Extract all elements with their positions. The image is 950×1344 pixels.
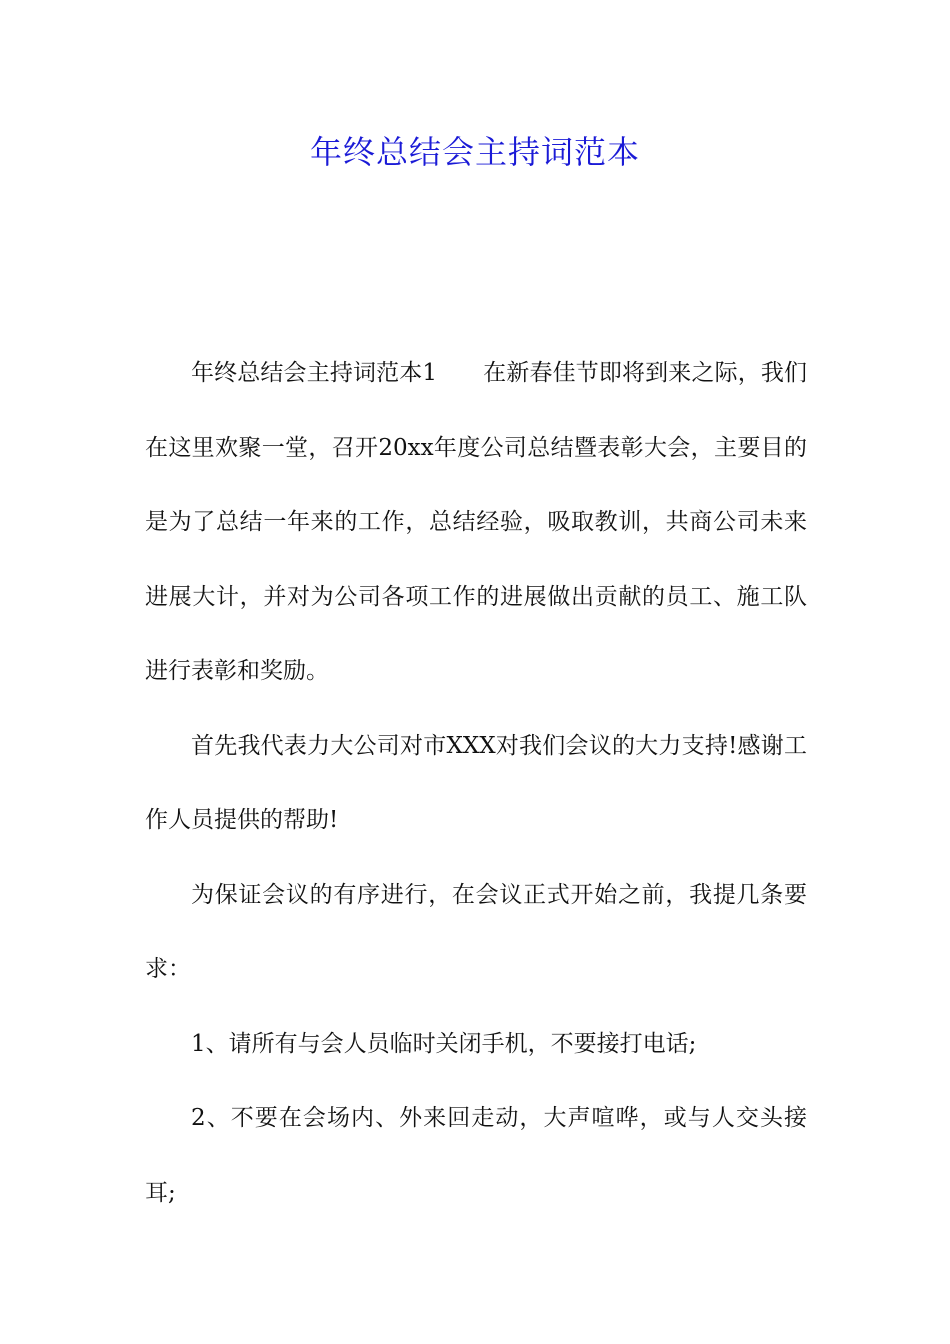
paragraph-3: 为保证会议的有序进行，在会议正式开始之前，我提几条要求： (145, 881, 807, 982)
list-item-2: 2、不要在会场内、外来回走动，大声喧哗，或与人交头接耳; (145, 1105, 807, 1206)
list-item-1: 1、请所有与会人员临时关闭手机，不要接打电话; (191, 1030, 697, 1057)
document-title: 年终总结会主持词范本 (309, 133, 640, 171)
document-body (145, 336, 807, 1230)
paragraph-1 (145, 336, 807, 709)
paragraph-2: 首先我代表力大公司对市XXX对我们会议的大力支持!感谢工作人员提供的帮助! (145, 732, 807, 833)
paragraph-text: 在新春佳节即将到来之际，我们在这里欢聚一堂，召开20xx年度公司总结暨表彰大会，主要目的是为了总结一年来的工作，总结经验，吸取教训，共商公司未来进展大计，并对为公司各项工作的进展做出贡献的员工、施工队进行表彰和奖励。 (145, 360, 808, 684)
section-heading: 年终总结会主持词范本1 (191, 360, 438, 386)
